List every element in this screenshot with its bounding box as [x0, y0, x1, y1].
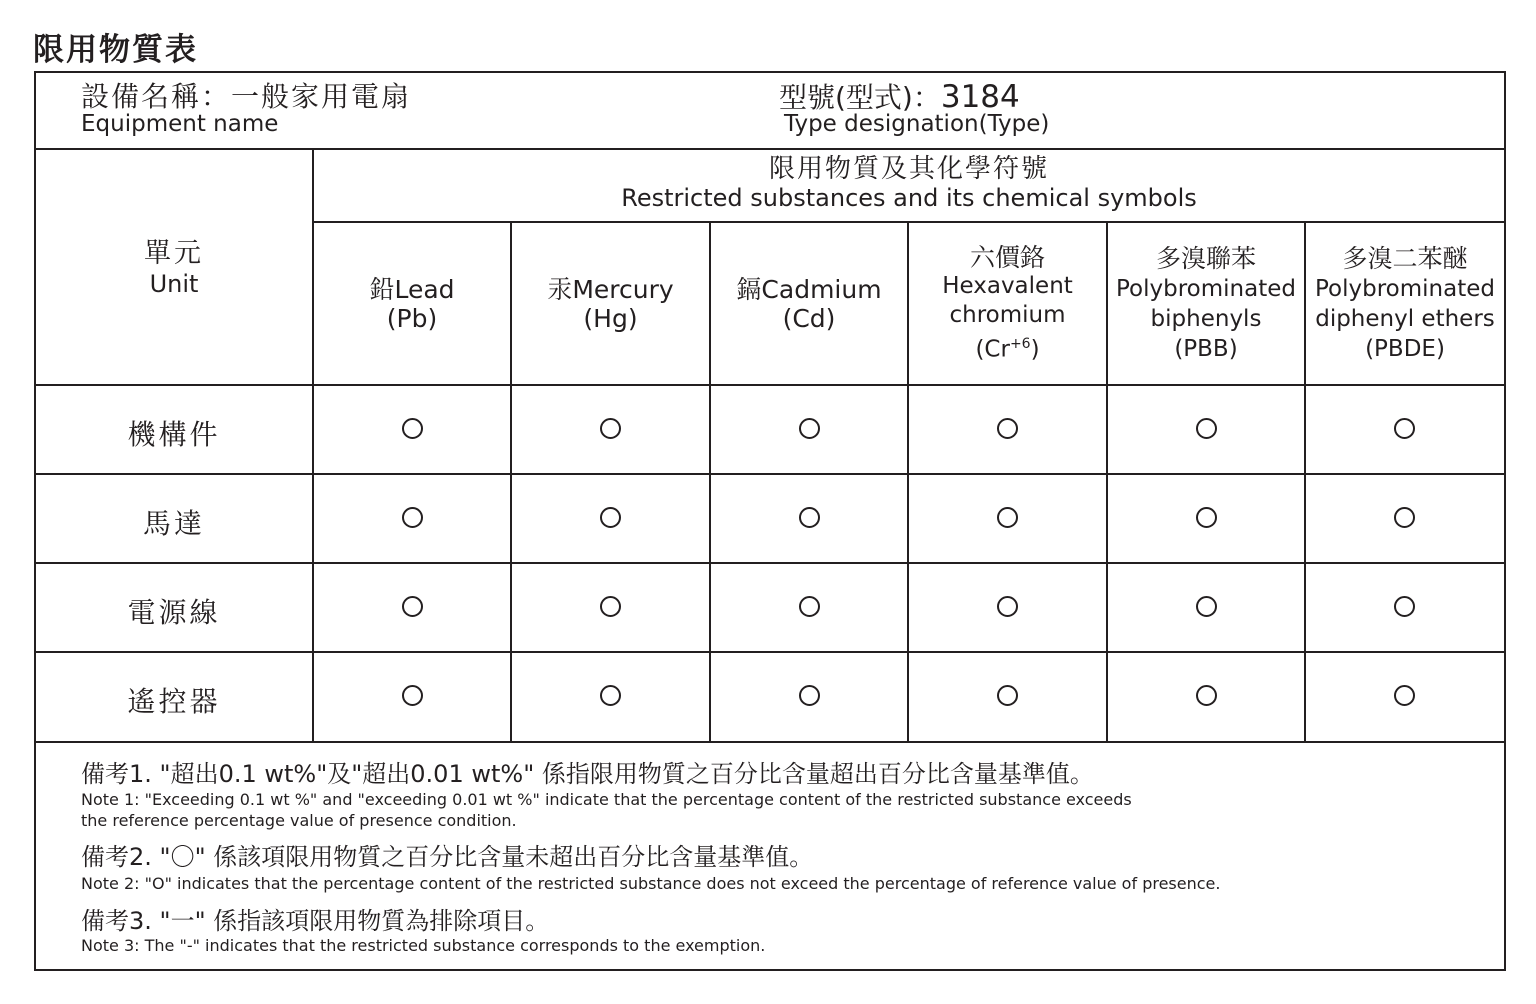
divider: [34, 741, 1504, 743]
column-header-line: 多溴二苯醚: [1342, 244, 1468, 273]
column-header-line: Polybrominated: [1116, 276, 1296, 302]
divider: [34, 651, 1504, 653]
substances-header-en: Restricted substances and its chemical symbols: [621, 184, 1197, 212]
circle-mark: [600, 596, 621, 617]
column-header-cadmium: [711, 224, 907, 384]
circle-mark: [997, 596, 1018, 617]
note-2-zh: 備考2. "〇" 係該項限用物質之百分比含量未超出百分比含量基準值。: [81, 843, 814, 871]
chemical-symbol: [975, 330, 1039, 365]
unit-header: [36, 238, 312, 300]
column-header-line: (Pb): [386, 304, 438, 333]
column-header-line: diphenyl ethers: [1315, 306, 1495, 332]
column-header-hexavalent-chromium: [909, 224, 1106, 384]
substances-header: [314, 155, 1504, 213]
circle-mark: [997, 418, 1018, 439]
column-header-line: Polybrominated: [1315, 276, 1495, 302]
note-3-zh: 備考3. "一" 係指該項限用物質為排除項目。: [81, 907, 550, 935]
symbol-text: ): [1030, 336, 1040, 363]
table-row-unit: 遙控器: [127, 685, 221, 718]
table-row-unit: 馬達: [142, 507, 205, 540]
circle-mark: [1196, 507, 1217, 528]
column-header-pbde: [1306, 224, 1504, 384]
unit-header-en: Unit: [149, 270, 199, 298]
column-header-mercury: [512, 224, 709, 384]
circle-mark: [402, 685, 423, 706]
circle-mark: [600, 507, 621, 528]
circle-mark: [997, 685, 1018, 706]
divider: [34, 384, 1504, 386]
column-header-line: (Cd): [782, 304, 836, 333]
type-designation-en: Type designation(Type): [784, 111, 1050, 137]
note-3-en-line: Note 3: The "-" indicates that the restricted substance corresponds to the exemption.: [81, 936, 766, 955]
column-header-line: (PBDE): [1365, 336, 1445, 362]
column-header-lead: [314, 224, 510, 384]
circle-mark: [1394, 596, 1415, 617]
unit-header-zh: 單元: [144, 238, 204, 269]
column-header-line: 鎘Cadmium: [736, 275, 882, 304]
column-header-line: 汞Mercury: [547, 275, 674, 304]
circle-mark: [997, 507, 1018, 528]
type-value: 3184: [940, 79, 1020, 115]
column-header-line: chromium: [949, 302, 1066, 329]
column-header-line: biphenyls: [1150, 306, 1262, 332]
circle-mark: [799, 507, 820, 528]
note-2-en-line: Note 2: "O" indicates that the percentage content of the restricted substance does not exceed the percentage of reference value of presence.: [81, 874, 1221, 893]
note-1-zh: 備考1. "超出0.1 wt%"及"超出0.01 wt%" 係指限用物質之百分比含量超出百分比含量基準值。: [81, 760, 1094, 788]
column-header-line: (PBB): [1174, 336, 1238, 362]
circle-mark: [1394, 418, 1415, 439]
circle-mark: [600, 685, 621, 706]
column-header-line: Hexavalent: [942, 273, 1073, 300]
symbol-text: (Cr: [975, 336, 1010, 363]
circle-mark: [799, 685, 820, 706]
equipment-name-zh: 設備名稱：一般家用電扇: [81, 80, 412, 113]
circle-mark: [1394, 507, 1415, 528]
circle-mark: [402, 418, 423, 439]
circle-mark: [1196, 685, 1217, 706]
column-header-line: 多溴聯苯: [1155, 244, 1256, 273]
divider: [34, 473, 1504, 475]
symbol-superscript: +6: [1009, 336, 1031, 353]
circle-mark: [799, 418, 820, 439]
divider: [34, 562, 1504, 564]
column-header-pbb: [1108, 224, 1304, 384]
type-label-zh: 型號(型式)：: [779, 81, 941, 114]
note-1-en-line: Note 1: "Exceeding 0.1 wt %" and "exceeding 0.01 wt %" indicate that the percentage content of the restricted substance exceeds: [81, 790, 1132, 809]
substances-header-zh: 限用物質及其化學符號: [768, 154, 1049, 184]
circle-mark: [799, 596, 820, 617]
note-1-en-line: the reference percentage value of presence condition.: [81, 811, 517, 830]
circle-mark: [600, 418, 621, 439]
divider: [34, 148, 1504, 150]
page-title: 限用物質表: [33, 32, 198, 68]
circle-mark: [1196, 596, 1217, 617]
circle-mark: [1196, 418, 1217, 439]
circle-mark: [402, 596, 423, 617]
table-row-unit: 機構件: [127, 418, 221, 451]
circle-mark: [1394, 685, 1415, 706]
column-header-line: (Hg): [583, 304, 638, 333]
table-row-unit: 電源線: [127, 596, 221, 629]
column-header-line: 鉛Lead: [369, 275, 455, 304]
circle-mark: [402, 507, 423, 528]
column-header-line: 六價鉻: [969, 243, 1045, 273]
equipment-name-en: Equipment name: [81, 111, 279, 137]
